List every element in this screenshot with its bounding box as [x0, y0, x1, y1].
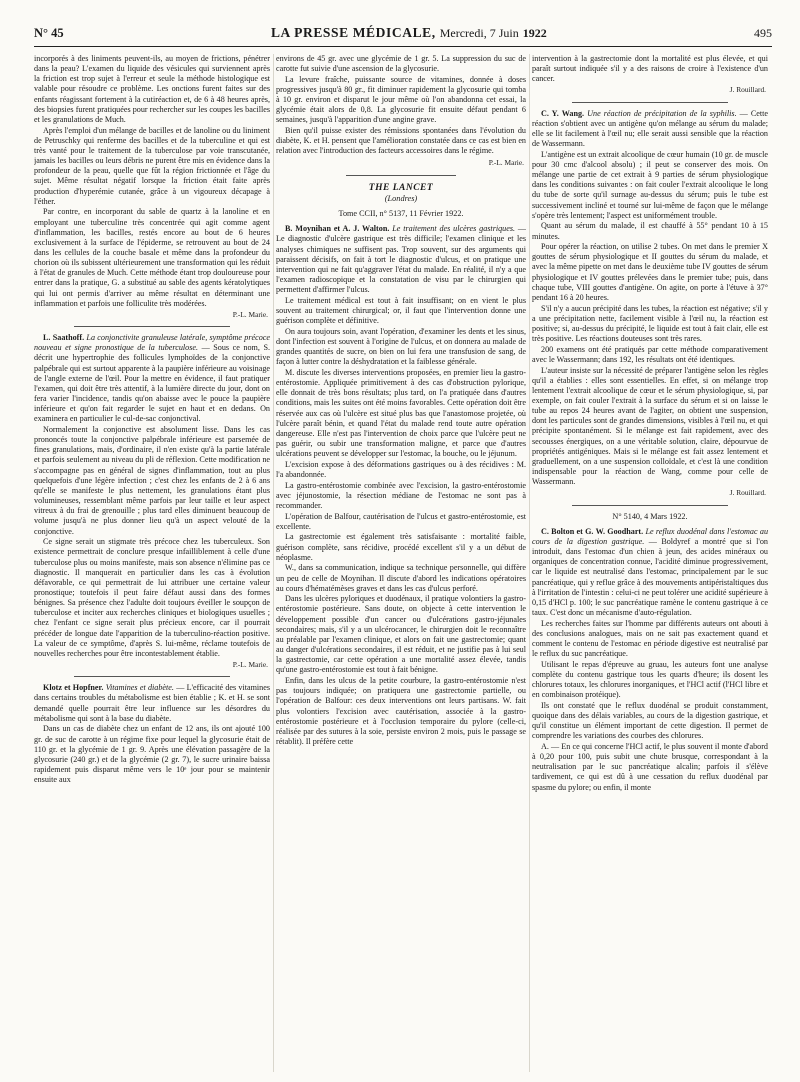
article-author: C. Bolton et G. W. Goodhart. [541, 526, 644, 536]
abstract-wang [532, 109, 768, 150]
section-subtitle: (Londres) [384, 193, 418, 203]
page-header [34, 20, 772, 47]
article-title: Le traitement des ulcères gastriques. [392, 224, 516, 234]
section-divider [572, 505, 728, 506]
article-text: — L'efficacité des vitamines dans certains troubles du métabolisme est bien établie ; K. et H. se sont demandé quelle pourrait être leur influence sur les désordres du métabolisme qui sont à la base du diabète. [34, 683, 270, 723]
column-middle [276, 54, 526, 1072]
paragraph: Le traitement médical est tout à fait insuffisant; on en vient le plus souvent au traitement chirurgical; or, il faut que l'intervention donne une guérison complète et définitive. [276, 295, 526, 326]
author-signature: J. Rouillard. [729, 85, 766, 95]
article-author: B. Moynihan et A. J. Walton. [285, 224, 390, 234]
journal-title: LA PRESSE MÉDICALE, [270, 25, 436, 40]
article-author: C. Y. Wang. [541, 108, 585, 118]
section-title: THE LANCET [368, 182, 434, 193]
paragraph: M. discute les diverses interventions proposées, en premier lieu la gastro-entérostomie. Appliquée primitivement à des cas d'obstruction pylorique, elle donnait de très bons résultats; plus tard, on l'a pratiquée dans d'autres conditions, mais les suites ont été moins favorables. Cette opération doit être réservée aux cas où l'ulcère est situé plus bas que l'anastomose projetée, où l'ulcère paraît bénin, et quand l'état du malade rend toute autre opération dangereuse. Elle n'est pas l'intervention de choix parce que l'ulcère peut ne pas guérir, ou subir une transformation maligne, et parce que d'autres ulcérations peuvent se développer sur l'estomac, la bouche, ou le jéjunum. [276, 367, 526, 459]
section-divider [572, 102, 728, 103]
article-text: — Cette réaction s'obtient avec un antigène qu'on mélange au sérum du malade; elle se lit facilement à l'œil nu; elle serait aussi sensible que la réaction de Wassermann. [532, 108, 768, 149]
article-author: Klotz et Hopfner. [43, 683, 104, 693]
paragraph: L'excision expose à des déformations gastriques ou à des récidives : M. l'a abandonnée. [276, 459, 526, 479]
paragraph: Pour opérer la réaction, on utilise 2 tubes. On met dans le premier X gouttes de sérum physiologique et II gouttes du sérum du malade, et avec la même pipette on met dans le deuxième tube IV gouttes de sérum physiologique et IV gouttes prélevées dans le premier tube; puis, dans chaque tube, VIII gouttes d'antigène. On agite, on porte à l'étuve à 37° pendant 16 à 20 heures. [532, 242, 768, 302]
section-divider [74, 326, 230, 327]
journal-masthead [271, 25, 547, 41]
paragraph: Normalement la conjonctive est absolument lisse. Dans les cas prononcés toute la conjonctive palpébrale inférieure est parsemée de fines granulations, mais, d'ordinaire, il n'en existe qu'à la partie latérale et parfois seulement au niveau du pli de réflexion. Cette modification ne s'accompagne pas en général de signes d'inflammation, tout au plus quelquefois d'une légère infection ; c'est chez les enfants de 2 à 6 ans qu'elle se manifeste le plus nettement, les granulations étant plus volumineuses, ressemblant même parfois par leur taille et leur aspect vitreux à du frai de grenouille ; plus tard elles diminuent beaucoup de volume jusqu'à ne plus donner lieu qu'à un aspect velouté de la conjonctive. [34, 424, 270, 536]
author-signature: P.-L. Marie. [232, 309, 268, 319]
paragraph: Par contre, en incorporant du sable de quartz à la lanoline et en employant une tuberculine très concentrée qui agit comme agent d'inflammation, les bacilles, restés encore au bout de 6 heures exclusivement à la surface de l'épiderme, se retrouvent au bout de 24 dans les cellules de la couche basale et même dans la profondeur du chorion où ils subissent ultérieurement une transformation qui les réduit à l'état de granules de Much. Cette méthode étant trop douloureuse pour entrer dans la pratique, G. a substitué au sable des agents kératolytiques qui lui ont permis d'arriver au même résultat en déterminant une inflammation et parfois une folliculite très modérées. [34, 207, 270, 308]
column-left [34, 54, 270, 1072]
paragraph: L'antigène est un extrait alcoolique de cœur humain (10 gr. de muscle pour 30 cmc d'alcool absolu) ; il peut se conserver des mois. On mélange une partie de cet extrait à 9 parties de sérum physiologique dans les conditions suivantes : on fait couler l'extrait alcoolique le long du tube de sorte qu'il surnage au-dessus du sérum; puis le tube est successivement incliné et tourné sur lui-même de façon que le mélange s'opère très lentement; l'aspect est uniformément trouble. [532, 149, 768, 220]
section-divider [346, 175, 456, 176]
paragraph: La levure fraîche, puissante source de vitamines, donnée à doses progressives jusqu'à 80 gr., fit diminuer rapidement la glycosurie qui tomba à 10 gr. environ et disparut le jour même où l'on abandonna cet essai, la glycémie était alors de 0,8. La glycosurie fit ensuite défaut pendant 6 semaines, jusqu'à l'apparition d'une angine grave. [276, 74, 526, 125]
article-title: Vitamines et diabète. [105, 683, 174, 693]
paragraph: La gastro-entérostomie combinée avec l'excision, la gastro-entérostomie avec jéjunostomie, la résection médiane de l'estomac ne sont pas à recommander. [276, 480, 526, 510]
article-text: — Sous ce nom, S. décrit une hypertrophie des follicules lymphoïdes de la conjonctive palpébrale qui est surtout apparente à la paupière inférieure au voisinage de l'angle externe de l'œil. Pour la mettre en évidence, il faut pratiquer l'examen, qui doit être très attentif, à la lumière directe du jour, dont on fera varier l'incidence, tandis qu'on abaisse avec le pouce la paupière inférieure et qu'on fait regarder le sujet en haut et en dedans. On examinera en particulier le cul-de-sac conjonctival. [34, 343, 270, 424]
issue-date: Mercredi, 7 Juin [439, 26, 519, 40]
paragraph: incorporés à des liniments peuvent-ils, au moyen de frictions, pénétrer dans la peau? L'examen du liquide des vésicules qui surviennent après la friction est trop sujet à l'erreur et seule la méthode histologique est valable pour résoudre ce problème. Les onctions furent faites sur des enfants réagissant fortement à la cutiréaction et, de 6 à 48 heures après, des biopsies furent pratiquées pour rechercher sur les coupes les bacilles et les granulations de Much. [34, 54, 270, 124]
abstract-klotz-hopfner [34, 683, 270, 724]
paragraph: Dans un cas de diabète chez un enfant de 12 ans, ils ont ajouté 100 gr. de suc de carotte à un régime fixe pour lequel la glycosurie était de 110 gr. et la glycémie de 1 gr. 9. Après une élévation passagère de la glycosurie (240 gr.) et de la glycémie (2 gr. 7), le sucre urinaire baissa rapidement puis disparut même vers le 10ᵉ jour pour se maintenir ensuite aux [34, 724, 270, 785]
paragraph: S'il n'y a aucun précipité dans les tubes, la réaction est négative; s'il y a une précipitation nette, facilement visible à l'œil nu, la réaction est positive; si, au-dessus du précipité, le liquide est tout à fait clair, elle est très positive. Les réactions douteuses sont très rares. [532, 303, 768, 344]
paragraph: Enfin, dans les ulcus de la petite courbure, la gastro-entérostomie n'est pas toujours indiquée; on pratiquera une gastrectomie partielle, ou l'opération de Balfour: ces deux interventions ont leurs partisans. W. fait plus volontiers l'excision avec cautérisation, associée à la gastro-entérostomie postérieure et à l'occlusion temporaire du pylore (celle-ci, réalisée par des sutures à la soie, persiste environ 2 mois, puis le passage se rétablit). Il préfère cette [276, 676, 526, 746]
article-text: — Le diagnostic d'ulcère gastrique est très difficile; l'examen clinique et les analyses chimiques ne suffisent pas. Trop souvent, sur des arguments qui paraissent décisifs, on fait à tort le diagnostic d'ulcus, et on pratique une intervention qui ne fait qu'aggraver l'état du malade. En réalité, il n'y a que l'examen radioscopique et la constatation de visu par le chirurgien qui permettent d'affirmer l'ulcus. [276, 224, 526, 295]
abstract-moynihan-walton [276, 224, 526, 295]
paragraph: Dans les ulcères pyloriques et duodénaux, il pratique volontiers la gastro-entérostomie postérieure. Sans doute, on objecte à cette intervention le développement possible d'un cancer ou d'ulcérations gastro-jéjunales secondaires; mais, s'il y a un ulcérocancer, le chirurgien doit le reconnaître au préalable par l'examen clinique, et alors on fait une gastrectomie; quant au danger d'ulcérations secondaires, il est réduit, et ne justifie pas à lui seul la gastrectomie, car cette opération a une mortalité assez élevée, tandis qu'une gastro-entérostomie est tout à fait bénigne. [276, 594, 526, 675]
author-signature: P.-L. Marie. [488, 157, 524, 167]
paragraph: A. — En ce qui concerne l'HCl actif, le plus souvent il monte d'abord à 0,20 pour 100, puis subit une chute brusque, correspondant à la neutralisation par le suc pancréatique alcalin; parfois il s'élève tardivement, ce qui est dû à une cessation du reflux duodénal par spasme du pylore; ou enfin, il monte [532, 742, 768, 792]
paragraph: L'auteur insiste sur la nécessité de préparer l'antigène selon les règles qu'il a établies : elles sont essentielles. En effet, si on mélange trop lentement l'extrait alcoolique de cœur et le sérum physiologique, si, par exemple, on fait couler l'extrait à la surface du sérum et si on laisse le tube au repos 24 heures avant de l'agiter, on obtient une suspension, dont les particules sont de grandes dimensions, visibles à l'œil nu, et qui précipite spontanément. Si le mélange est fait rapidement, avec des secousses énergiques, on a une véritable solution, claire, dépourvue de propriétés antigéniques. Mais si le mélange est fait assez lentement et graduellement, on a une suspension colloïdale, et c'est là une condition indispensable pour la réaction de Wang, comme pour celle de Wassermann. [532, 365, 768, 487]
paragraph: intervention à la gastrectomie dont la mortalité est plus élevée, et qui paraît surtout indiquée s'il y a des raisons de croire à l'existence d'un cancer. [532, 54, 768, 84]
paragraph: Ce signe serait un stigmate très précoce chez les tuberculeux. Son existence permettrait de conclure presque infailliblement à celle d'une tuberculose plus ou moins manifeste, mais son absence n'élimine pas ce diagnostic. Il manquerait en particulier dans les cas à évolution défavorable, ce qui permettrait de lui attribuer une certaine valeur pronostique; toutefois il peut faire défaut aussi dans des formes bénignes. Sa présence chez l'adulte doit toujours éveiller le soupçon de tuberculose et inciter aux recherches cliniques et biologiques usuelles ; chez l'enfant ce signe serait plus précieux encore, car il pourrait précéder de longue date l'apparition de la tuberculino-réaction positive. La valeur de ce symptôme, d'après S. lui-même, réclame toutefois de nouvelles recherches pour être incontestablement établie. [34, 537, 270, 658]
section-divider [74, 676, 230, 677]
issue-number: N° 45 [34, 25, 64, 40]
paragraph: Bien qu'il puisse exister des rémissions spontanées dans l'évolution du diabète, K. et H. pensent que l'amélioration constatée dans ce cas est bien en relation avec l'introduction des facteurs accessoires dans le régime. [276, 126, 526, 156]
paragraph: W., dans sa communication, indique sa technique personnelle, qui diffère un peu de celle de Moynihan. Il discute d'abord les indications opératoires au cours d'hématémèses graves et dans les cas d'ulcus perforé. [276, 563, 526, 593]
author-signature: J. Rouillard. [729, 488, 766, 498]
article-text: — Boldyref a montré que si l'on introduit, dans l'estomac d'un chien à jeun, des acides minéraux ou organiques de concentration connue, l'acidité diminue progressivement, car le liquide est neutralisé dans l'estomac, principalement par le suc pancréatique, qui y reflue grâce à des mouvements antipéristaltiques dus à l'irritation de l'intestin : celui-ci ne peut tolérer une acidité supérieure à 0,15 d'HCl p. 100; le suc pancréatique ramène le contenu gastrique à ce taux. C'est donc un mécanisme d'auto-régulation. [532, 536, 768, 617]
issue-year: 1922 [522, 26, 547, 40]
column-right [532, 54, 768, 1072]
paragraph: Les recherches faites sur l'homme par différents auteurs ont abouti à des conclusions analogues, mais on ne sait pas exactement quand et comment le contenu de l'estomac en période digestive est neutralisé par le reflux du suc pancréatique. [532, 618, 768, 659]
paragraph: Ils ont constaté que le reflux duodénal se produit constamment, quoique dans des délais variables, au cours de la digestion gastrique, et qu'il constitue un élément important de cette digestion. Il permet de comprendre les variations des courbes des chlorures. [532, 700, 768, 741]
paragraph: Quant au sérum du malade, il est chauffé à 55° pendant 10 à 15 minutes. [532, 221, 768, 241]
paragraph: L'opération de Balfour, cautérisation de l'ulcus et gastro-entérostomie, est excellente. [276, 511, 526, 531]
paragraph: La gastrectomie est également très satisfaisante : mortalité faible, guérison complète, sans récidive, procédé excellent s'il y a un début de néoplasme. [276, 532, 526, 562]
paragraph: environs de 45 gr. avec une glycémie de 1 gr. 5. La suppression du suc de carotte fut suivie d'une ascension de la glycosurie. [276, 54, 526, 74]
article-title: La conjonctivite granuleuse latérale, symptôme précoce nouveau et signe pronostique de la tuberculose. [34, 333, 270, 353]
abstract-saathoff [34, 333, 270, 424]
paragraph: 200 examens ont été pratiqués par cette méthode comparativement avec le Wassermann; dans 192, les résultats ont été identiques. [532, 344, 768, 364]
paragraph: Après l'emploi d'un mélange de bacilles et de lanoline ou du liniment de Petruschky qui renferme des bacilles et de la tuberculine et qui est très vanté pour le traitement de la tuberculose par voie transcutanée, jamais les bacilles ou leurs débris ne purent être mis en évidence dans la profondeur de la peau, quelle que fût la région frictionnée et l'âge du sujet. Même résultat négatif lorsque la friction était faite après production d'hyperémie cutanée, grâce à un vigoureux décapage à l'éther. [34, 125, 270, 206]
page-number: 495 [753, 25, 772, 40]
article-title: Une réaction de précipitation de la syphilis. [587, 108, 737, 118]
paragraph: Utilisant le repas d'épreuve au gruau, les auteurs font une analyse complète du contenu gastrique tous les quarts d'heure; ils dosent les chlorures totaux, les chlorures inorganiques, et l'HCl actif (l'HCl libre et en combinaison protéique). [532, 659, 768, 700]
article-title: Le reflux duodénal dans l'estomac au cours de la digestion gastrique. [532, 526, 768, 546]
issue-reference: N° 5140, 4 Mars 1922. [612, 511, 688, 521]
author-signature: P.-L. Marie. [232, 660, 268, 670]
issue-reference: Tome CCII, n° 5137, 11 Février 1922. [338, 209, 464, 219]
abstract-bolton-goodhart [532, 527, 768, 618]
article-columns [34, 54, 768, 1072]
article-author: L. Saathoff. [43, 333, 85, 343]
paragraph: On aura toujours soin, avant l'opération, d'examiner les dents et les sinus, dont l'infection est souvent à l'origine de l'ulcus, et on donnera au malade de grandes quantités de sucre, on bien on lui fera une transfusion de sang, de façon à lutter contre la déshydratation et la faiblesse générale. [276, 326, 526, 367]
